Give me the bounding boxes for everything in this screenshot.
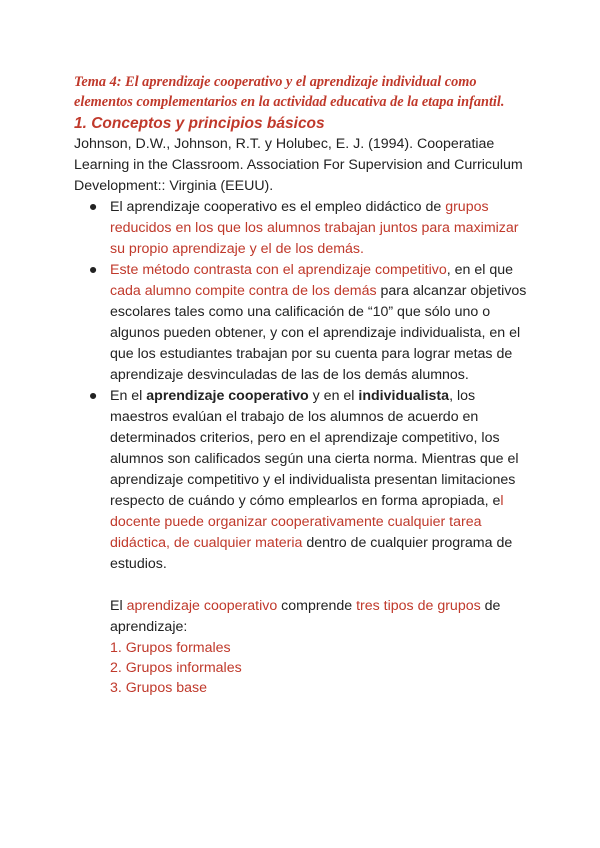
text-span: comprende [277,598,357,614]
highlight-span: grupos reducidos en los que los alumnos trabajan juntos para maximizar su propio aprendizaje y el de los demás. [110,199,519,257]
text-span: El [110,598,127,614]
text-span: de aprendizaje: [110,598,501,635]
bullet-item-3 [88,386,534,575]
document-page [74,72,534,698]
types-intro [74,596,534,638]
bullet-item-1 [88,197,534,260]
text-span: y en el [308,388,359,404]
text-span: El aprendizaje cooperativo es el empleo didáctico de [110,199,446,215]
text-span: para alcanzar objetivos escolares tales como una calificación de “10” que sólo uno o algunos pueden obtener, y con el aprendizaje individualista, en el que los estudiantes trabajan por su cuenta para lograr metas de aprendizaje desvinculadas de las de los demás alumnos. [110,283,527,383]
bullet-dot: ● [88,388,98,404]
group-type-item: 2. Grupos informales [110,660,242,676]
bullet-dot: ● [88,199,98,215]
bold-term: aprendizaje cooperativo [146,388,309,404]
topic-title: Tema 4: El aprendizaje cooperativo y el aprendizaje individual como elementos complementarios en la actividad educativa de la etapa infantil. [74,74,505,110]
highlight-span: Este método contrasta con el aprendizaje competitivo [110,262,447,278]
bold-term: individualista [358,388,450,404]
bullet-dot: ● [88,262,98,278]
text-span: En el [110,388,147,404]
reference-citation: Johnson, D.W., Johnson, R.T. y Holubec, E. J. (1994). Cooperatiae Learning in the Classroom. Association For Supervision and Curriculum Development:: Virginia (EEUU). [74,136,523,194]
section-heading: 1. Conceptos y principios básicos [74,115,325,132]
bullet-list [74,197,534,575]
text-span: dentro de cualquier programa de estudios. [110,535,513,572]
group-types-list [74,638,534,698]
spacer [74,575,534,596]
text-span: , los maestros evalúan el trabajo de los alumnos de acuerdo en determinados criterios, pero en el aprendizaje competitivo, los alumnos son calificados según una cierta norma. Mientras que el aprendizaje competitivo y el individualista presentan limitaciones respecto de cuándo y cómo emplearlos en forma apropiada, e [110,388,519,509]
group-type-item: 3. Grupos base [110,680,208,696]
highlight-span: l docente puede organizar cooperativamente cualquier tarea didáctica, de cualquier materia [110,493,504,551]
highlight-span: tres tipos de grupos [356,598,481,614]
text-span: , en el que [446,262,514,278]
bullet-item-2 [88,260,534,386]
group-type-item: 1. Grupos formales [110,640,231,656]
highlight-span: aprendizaje cooperativo [126,598,278,614]
highlight-span: cada alumno compite contra de los demás [110,283,377,299]
